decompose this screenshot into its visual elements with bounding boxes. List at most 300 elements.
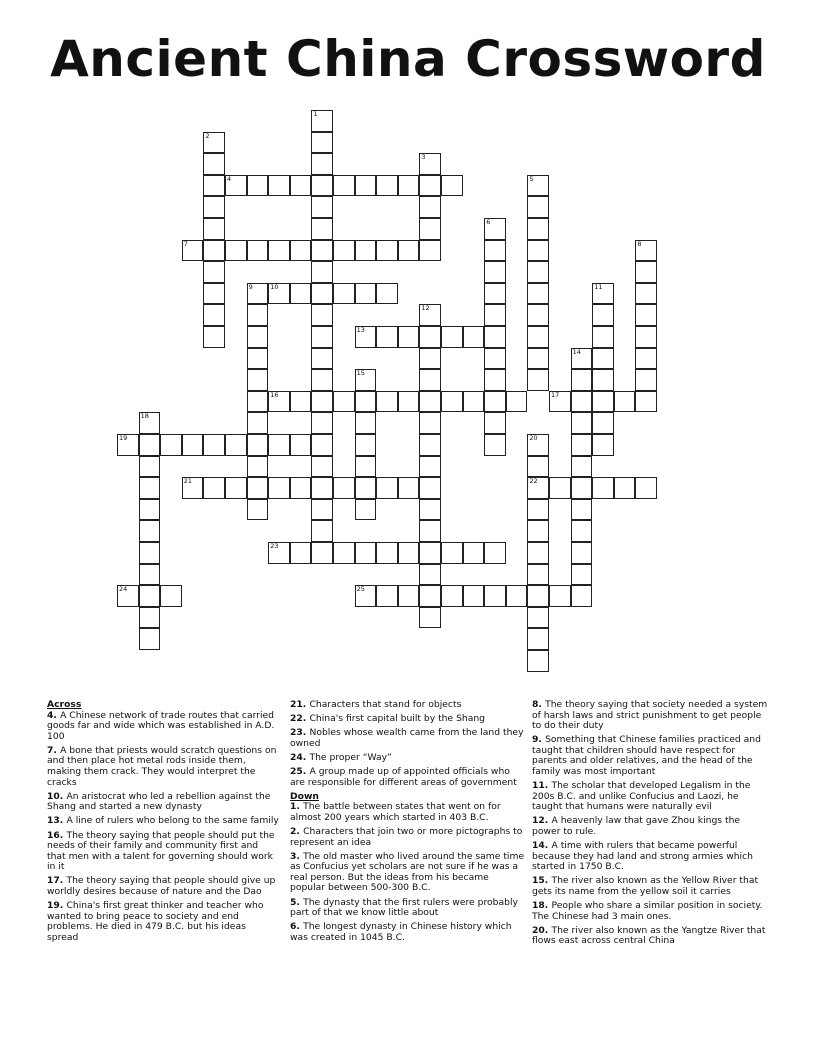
grid-cell[interactable] xyxy=(355,326,377,348)
clue-number-label: 25. xyxy=(290,765,310,777)
grid-cell[interactable] xyxy=(484,240,506,262)
grid-cell[interactable] xyxy=(139,477,161,499)
grid-cell[interactable] xyxy=(484,585,506,607)
grid-cell[interactable] xyxy=(139,585,161,607)
grid-cell[interactable] xyxy=(355,477,377,499)
grid-cell[interactable] xyxy=(139,456,161,478)
grid-cell[interactable] xyxy=(247,240,269,262)
grid-cell[interactable] xyxy=(139,564,161,586)
grid-cell[interactable] xyxy=(203,240,225,262)
grid-cell[interactable] xyxy=(311,218,333,240)
grid-cell[interactable] xyxy=(635,304,657,326)
grid-cell[interactable] xyxy=(311,153,333,175)
down-heading: Down xyxy=(290,790,319,802)
grid-cell[interactable] xyxy=(571,391,593,413)
grid-cell[interactable] xyxy=(527,499,549,521)
clue-number-label: 1. xyxy=(290,801,304,813)
grid-cell[interactable] xyxy=(635,261,657,283)
clue-number: 7 xyxy=(183,239,188,248)
grid-cell[interactable] xyxy=(203,304,225,326)
grid-cell[interactable] xyxy=(398,477,420,499)
clue-number: 4 xyxy=(227,174,232,183)
grid-cell[interactable] xyxy=(571,412,593,434)
clue-text: The longest dynasty in Chinese history which was created in 1045 B.C. xyxy=(290,921,512,943)
grid-cell[interactable] xyxy=(355,391,377,413)
grid-cell[interactable] xyxy=(484,304,506,326)
clue-number-label: 20. xyxy=(532,924,552,936)
grid-cell[interactable] xyxy=(635,348,657,370)
grid-cell[interactable] xyxy=(290,283,312,305)
clue-number-label: 7. xyxy=(47,744,61,756)
clues-column-1 xyxy=(47,700,279,947)
grid-cell[interactable] xyxy=(419,607,441,629)
clue-text: The theory saying that people should put the needs of their family and community first and that men with a talent for governing should work in it xyxy=(47,829,275,873)
grid-cell[interactable] xyxy=(311,542,333,564)
grid-cell[interactable] xyxy=(527,456,549,478)
grid-cell[interactable] xyxy=(376,240,398,262)
grid-cell[interactable] xyxy=(527,261,549,283)
clue-item xyxy=(47,711,279,743)
grid-cell[interactable] xyxy=(419,369,441,391)
grid-cell[interactable] xyxy=(484,348,506,370)
grid-cell[interactable] xyxy=(355,585,377,607)
grid-cell[interactable] xyxy=(527,477,549,499)
grid-cell[interactable] xyxy=(247,304,269,326)
grid-cell[interactable] xyxy=(398,326,420,348)
clue-number: 15 xyxy=(356,369,365,378)
grid-cell[interactable] xyxy=(419,542,441,564)
grid-cell[interactable] xyxy=(463,585,485,607)
grid-cell[interactable] xyxy=(311,369,333,391)
grid-cell[interactable] xyxy=(355,283,377,305)
grid-cell[interactable] xyxy=(311,110,333,132)
grid-cell[interactable] xyxy=(290,391,312,413)
grid-cell[interactable] xyxy=(355,499,377,521)
grid-cell[interactable] xyxy=(355,434,377,456)
grid-cell[interactable] xyxy=(355,175,377,197)
clue-text: Nobles whose wealth came from the land they owned xyxy=(290,727,524,749)
grid-cell[interactable] xyxy=(527,585,549,607)
clue-item xyxy=(47,876,279,897)
grid-cell[interactable] xyxy=(527,348,549,370)
grid-cell[interactable] xyxy=(571,369,593,391)
grid-cell[interactable] xyxy=(268,477,290,499)
clue-number: 18 xyxy=(140,412,149,421)
grid-cell[interactable] xyxy=(398,391,420,413)
clue-item xyxy=(290,898,526,919)
grid-cell[interactable] xyxy=(333,391,355,413)
grid-cell[interactable] xyxy=(527,240,549,262)
clue-text: The dynasty that the first rulers were probably part of that we know little about xyxy=(290,896,518,919)
grid-cell[interactable] xyxy=(419,304,441,326)
grid-cell[interactable] xyxy=(247,369,269,391)
grid-cell[interactable] xyxy=(355,240,377,262)
grid-cell[interactable] xyxy=(311,326,333,348)
across-heading: Across xyxy=(47,699,82,710)
grid-cell[interactable] xyxy=(160,434,182,456)
grid-cell[interactable] xyxy=(333,283,355,305)
grid-cell[interactable] xyxy=(527,607,549,629)
grid-cell[interactable] xyxy=(247,326,269,348)
grid-cell[interactable] xyxy=(635,240,657,262)
grid-cell[interactable] xyxy=(463,542,485,564)
clue-number: 19 xyxy=(119,434,128,442)
grid-cell[interactable] xyxy=(355,456,377,478)
grid-cell[interactable] xyxy=(635,326,657,348)
grid-cell[interactable] xyxy=(419,348,441,370)
grid-cell[interactable] xyxy=(376,326,398,348)
grid-cell[interactable] xyxy=(571,434,593,456)
grid-cell[interactable] xyxy=(571,564,593,586)
clue-number: 22 xyxy=(529,477,538,486)
clue-text: A bone that priests would scratch questions on and then place hot metal rods inside them, making them crack. They would interpret the cracks xyxy=(47,744,277,788)
grid-cell[interactable] xyxy=(441,175,463,197)
grid-cell[interactable] xyxy=(635,283,657,305)
clue-item xyxy=(290,922,526,943)
grid-cell[interactable] xyxy=(203,434,225,456)
grid-cell[interactable] xyxy=(355,369,377,391)
clue-item xyxy=(47,792,279,813)
grid-cell[interactable] xyxy=(311,477,333,499)
clue-text: An aristocrat who led a rebellion against the Shang and started a new dynasty xyxy=(47,790,271,813)
grid-cell[interactable] xyxy=(311,412,333,434)
grid-cell[interactable] xyxy=(484,261,506,283)
grid-cell[interactable] xyxy=(311,520,333,542)
clue-number-label: 12. xyxy=(532,815,552,827)
clue-number-label: 21. xyxy=(290,699,310,710)
clue-text: The proper “Way” xyxy=(309,751,392,763)
grid-cell[interactable] xyxy=(268,391,290,413)
grid-cell[interactable] xyxy=(614,477,636,499)
grid-cell[interactable] xyxy=(592,348,614,370)
grid-cell[interactable] xyxy=(355,542,377,564)
grid-cell[interactable] xyxy=(398,542,420,564)
clue-number-label: 17. xyxy=(47,875,67,887)
grid-cell[interactable] xyxy=(203,132,225,154)
grid-cell[interactable] xyxy=(333,477,355,499)
grid-cell[interactable] xyxy=(376,391,398,413)
grid-cell[interactable] xyxy=(290,542,312,564)
grid-cell[interactable] xyxy=(268,283,290,305)
grid-cell[interactable] xyxy=(527,434,549,456)
grid-cell[interactable] xyxy=(398,240,420,262)
grid-cell[interactable] xyxy=(635,477,657,499)
clue-item xyxy=(47,746,279,788)
grid-cell[interactable] xyxy=(225,240,247,262)
grid-cell[interactable] xyxy=(463,326,485,348)
clue-text: The theory saying that people should give up worldly desires because of nature and the Dao xyxy=(47,875,276,897)
clue-text: A Chinese network of trade routes that carried goods far and wide which was established in A.D. 100 xyxy=(47,709,275,742)
grid-cell[interactable] xyxy=(484,434,506,456)
grid-cell[interactable] xyxy=(290,240,312,262)
grid-cell[interactable] xyxy=(549,391,571,413)
grid-cell[interactable] xyxy=(635,369,657,391)
grid-cell[interactable] xyxy=(419,196,441,218)
grid-cell[interactable] xyxy=(419,391,441,413)
grid-cell[interactable] xyxy=(247,283,269,305)
grid-cell[interactable] xyxy=(527,650,549,672)
grid-cell[interactable] xyxy=(614,391,636,413)
grid-cell[interactable] xyxy=(419,434,441,456)
clue-number-label: 19. xyxy=(47,900,67,912)
grid-cell[interactable] xyxy=(376,175,398,197)
grid-cell[interactable] xyxy=(311,391,333,413)
grid-cell[interactable] xyxy=(311,456,333,478)
grid-cell[interactable] xyxy=(225,477,247,499)
clue-number-label: 5. xyxy=(290,896,304,908)
clue-item xyxy=(532,700,768,732)
grid-cell[interactable] xyxy=(139,542,161,564)
grid-cell[interactable] xyxy=(203,218,225,240)
grid-cell[interactable] xyxy=(592,412,614,434)
grid-cell[interactable] xyxy=(290,477,312,499)
clue-text: A line of rulers who belong to the same family xyxy=(66,815,279,827)
grid-cell[interactable] xyxy=(419,585,441,607)
clue-text: The river also known as the Yangtze River that flows east across central China xyxy=(532,924,766,947)
grid-cell[interactable] xyxy=(527,304,549,326)
clue-number: 20 xyxy=(529,434,538,442)
grid-cell[interactable] xyxy=(355,412,377,434)
grid-cell[interactable] xyxy=(527,369,549,391)
grid-cell[interactable] xyxy=(484,283,506,305)
clue-number: 2 xyxy=(205,131,210,140)
grid-cell[interactable] xyxy=(247,456,269,478)
grid-cell[interactable] xyxy=(592,369,614,391)
grid-cell[interactable] xyxy=(419,477,441,499)
clue-item xyxy=(532,816,768,837)
grid-cell[interactable] xyxy=(268,175,290,197)
page-title: Ancient China Crossword xyxy=(50,30,766,88)
grid-cell[interactable] xyxy=(571,520,593,542)
grid-cell[interactable] xyxy=(571,542,593,564)
clue-number: 6 xyxy=(486,218,491,226)
grid-cell[interactable] xyxy=(484,391,506,413)
grid-cell[interactable] xyxy=(376,542,398,564)
clue-item xyxy=(290,852,526,894)
grid-cell[interactable] xyxy=(139,412,161,434)
grid-cell[interactable] xyxy=(463,391,485,413)
clue-item xyxy=(532,876,768,897)
grid-cell[interactable] xyxy=(441,326,463,348)
grid-cell[interactable] xyxy=(527,542,549,564)
grid-cell[interactable] xyxy=(571,348,593,370)
clue-item xyxy=(290,753,526,764)
grid-cell[interactable] xyxy=(484,412,506,434)
grid-cell[interactable] xyxy=(592,477,614,499)
clue-number: 3 xyxy=(421,153,426,162)
grid-cell[interactable] xyxy=(484,218,506,240)
grid-cell[interactable] xyxy=(311,132,333,154)
grid-cell[interactable] xyxy=(311,261,333,283)
grid-cell[interactable] xyxy=(419,520,441,542)
clue-text: Something that Chinese families practiced and taught that children should have respect for parents and older relatives, and the head of the family was most important xyxy=(532,734,761,778)
clues-column-2 xyxy=(290,700,526,947)
grid-cell[interactable] xyxy=(247,175,269,197)
clue-number-label: 14. xyxy=(532,840,552,852)
grid-cell[interactable] xyxy=(527,628,549,650)
clue-number: 14 xyxy=(572,347,581,356)
clue-number-label: 10. xyxy=(47,790,67,802)
grid-cell[interactable] xyxy=(139,628,161,650)
grid-cell[interactable] xyxy=(203,326,225,348)
grid-cell[interactable] xyxy=(139,499,161,521)
grid-cell[interactable] xyxy=(376,585,398,607)
clue-number: 9 xyxy=(248,282,253,291)
grid-cell[interactable] xyxy=(419,153,441,175)
grid-cell[interactable] xyxy=(419,456,441,478)
grid-cell[interactable] xyxy=(592,434,614,456)
grid-cell[interactable] xyxy=(247,391,269,413)
grid-cell[interactable] xyxy=(441,391,463,413)
grid-cell[interactable] xyxy=(268,434,290,456)
grid-cell[interactable] xyxy=(441,542,463,564)
grid-cell[interactable] xyxy=(311,304,333,326)
grid-cell[interactable] xyxy=(182,240,204,262)
grid-cell[interactable] xyxy=(592,283,614,305)
clues-column-3 xyxy=(532,700,768,950)
grid-cell[interactable] xyxy=(635,391,657,413)
grid-cell[interactable] xyxy=(484,369,506,391)
grid-cell[interactable] xyxy=(527,218,549,240)
grid-cell[interactable] xyxy=(203,477,225,499)
clue-number: 21 xyxy=(183,477,193,486)
clue-number: 13 xyxy=(356,326,365,334)
grid-cell[interactable] xyxy=(203,261,225,283)
grid-cell[interactable] xyxy=(225,175,247,197)
grid-cell[interactable] xyxy=(527,564,549,586)
grid-cell[interactable] xyxy=(203,196,225,218)
clue-text: A heavenly law that gave Zhou kings the power to rule. xyxy=(532,815,741,838)
grid-cell[interactable] xyxy=(376,477,398,499)
clue-number-label: 6. xyxy=(290,921,304,933)
grid-cell[interactable] xyxy=(398,585,420,607)
grid-cell[interactable] xyxy=(117,434,139,456)
grid-cell[interactable] xyxy=(182,434,204,456)
grid-cell[interactable] xyxy=(549,477,571,499)
grid-cell[interactable] xyxy=(203,175,225,197)
clue-text: Characters that stand for objects xyxy=(309,699,462,710)
grid-cell[interactable] xyxy=(441,585,463,607)
grid-cell[interactable] xyxy=(290,175,312,197)
grid-cell[interactable] xyxy=(247,499,269,521)
clue-item xyxy=(47,831,279,873)
clue-item xyxy=(290,802,526,823)
grid-cell[interactable] xyxy=(333,175,355,197)
grid-cell[interactable] xyxy=(419,326,441,348)
grid-cell[interactable] xyxy=(311,283,333,305)
clue-number: 10 xyxy=(270,282,279,291)
clue-text: The theory saying that society needed a system of harsh laws and strict punishment to get people to do their duty xyxy=(532,699,768,732)
grid-cell[interactable] xyxy=(160,585,182,607)
grid-cell[interactable] xyxy=(268,542,290,564)
grid-cell[interactable] xyxy=(311,196,333,218)
grid-cell[interactable] xyxy=(527,520,549,542)
clue-item xyxy=(532,735,768,777)
grid-cell[interactable] xyxy=(571,585,593,607)
grid-cell[interactable] xyxy=(419,218,441,240)
grid-cell[interactable] xyxy=(527,283,549,305)
grid-cell[interactable] xyxy=(484,326,506,348)
grid-cell[interactable] xyxy=(419,240,441,262)
grid-cell[interactable] xyxy=(527,175,549,197)
grid-cell[interactable] xyxy=(506,391,528,413)
grid-cell[interactable] xyxy=(247,477,269,499)
grid-cell[interactable] xyxy=(419,499,441,521)
grid-cell[interactable] xyxy=(247,348,269,370)
grid-cell[interactable] xyxy=(268,240,290,262)
grid-cell[interactable] xyxy=(311,348,333,370)
grid-cell[interactable] xyxy=(139,520,161,542)
grid-cell[interactable] xyxy=(139,607,161,629)
grid-cell[interactable] xyxy=(182,477,204,499)
clue-text: The river also known as the Yellow River that gets its name from the yellow soil it carries xyxy=(532,875,759,897)
grid-cell[interactable] xyxy=(203,153,225,175)
clue-item xyxy=(290,700,526,711)
grid-cell[interactable] xyxy=(398,175,420,197)
grid-cell[interactable] xyxy=(419,412,441,434)
grid-cell[interactable] xyxy=(311,240,333,262)
clue-number-label: 8. xyxy=(532,699,546,710)
clue-number: 5 xyxy=(529,174,534,183)
clue-number: 17 xyxy=(551,390,560,399)
clue-number: 16 xyxy=(270,390,279,399)
grid-cell[interactable] xyxy=(571,499,593,521)
grid-cell[interactable] xyxy=(592,391,614,413)
grid-cell[interactable] xyxy=(592,326,614,348)
grid-cell[interactable] xyxy=(203,283,225,305)
clue-number-label: 16. xyxy=(47,829,67,841)
grid-cell[interactable] xyxy=(247,412,269,434)
grid-cell[interactable] xyxy=(247,434,269,456)
grid-cell[interactable] xyxy=(527,326,549,348)
grid-cell[interactable] xyxy=(419,175,441,197)
grid-cell[interactable] xyxy=(571,477,593,499)
grid-cell[interactable] xyxy=(311,434,333,456)
grid-cell[interactable] xyxy=(549,585,571,607)
clue-number-label: 13. xyxy=(47,815,67,827)
grid-cell[interactable] xyxy=(333,542,355,564)
grid-cell[interactable] xyxy=(139,434,161,456)
grid-cell[interactable] xyxy=(419,564,441,586)
clue-number-label: 24. xyxy=(290,751,310,763)
grid-cell[interactable] xyxy=(527,196,549,218)
grid-cell[interactable] xyxy=(484,542,506,564)
clue-item xyxy=(290,827,526,848)
grid-cell[interactable] xyxy=(290,434,312,456)
grid-cell[interactable] xyxy=(333,240,355,262)
grid-cell[interactable] xyxy=(225,434,247,456)
clue-text: The scholar that developed Legalism in the 200s B.C. and unlike Confucius and Laozi, he taught that humans were naturally evil xyxy=(532,780,751,813)
grid-cell[interactable] xyxy=(311,175,333,197)
clue-text: A group made up of appointed officials who are responsible for different areas of government xyxy=(290,765,517,788)
clue-number-label: 22. xyxy=(290,713,310,725)
clue-number-label: 4. xyxy=(47,709,61,721)
grid-cell[interactable] xyxy=(376,283,398,305)
clue-number-label: 18. xyxy=(532,900,552,912)
clue-number: 25 xyxy=(356,585,365,594)
grid-cell[interactable] xyxy=(117,585,139,607)
clue-number: 12 xyxy=(421,304,430,313)
clue-item xyxy=(47,816,279,827)
grid-cell[interactable] xyxy=(592,304,614,326)
clue-number: 8 xyxy=(637,239,642,248)
clue-number: 23 xyxy=(270,542,279,550)
clue-item xyxy=(532,841,768,873)
clue-text: A time with rulers that became powerful because they had land and strong armies which started in 1750 B.C. xyxy=(532,840,753,873)
grid-cell[interactable] xyxy=(506,585,528,607)
grid-cell[interactable] xyxy=(311,499,333,521)
grid-cell[interactable] xyxy=(571,456,593,478)
